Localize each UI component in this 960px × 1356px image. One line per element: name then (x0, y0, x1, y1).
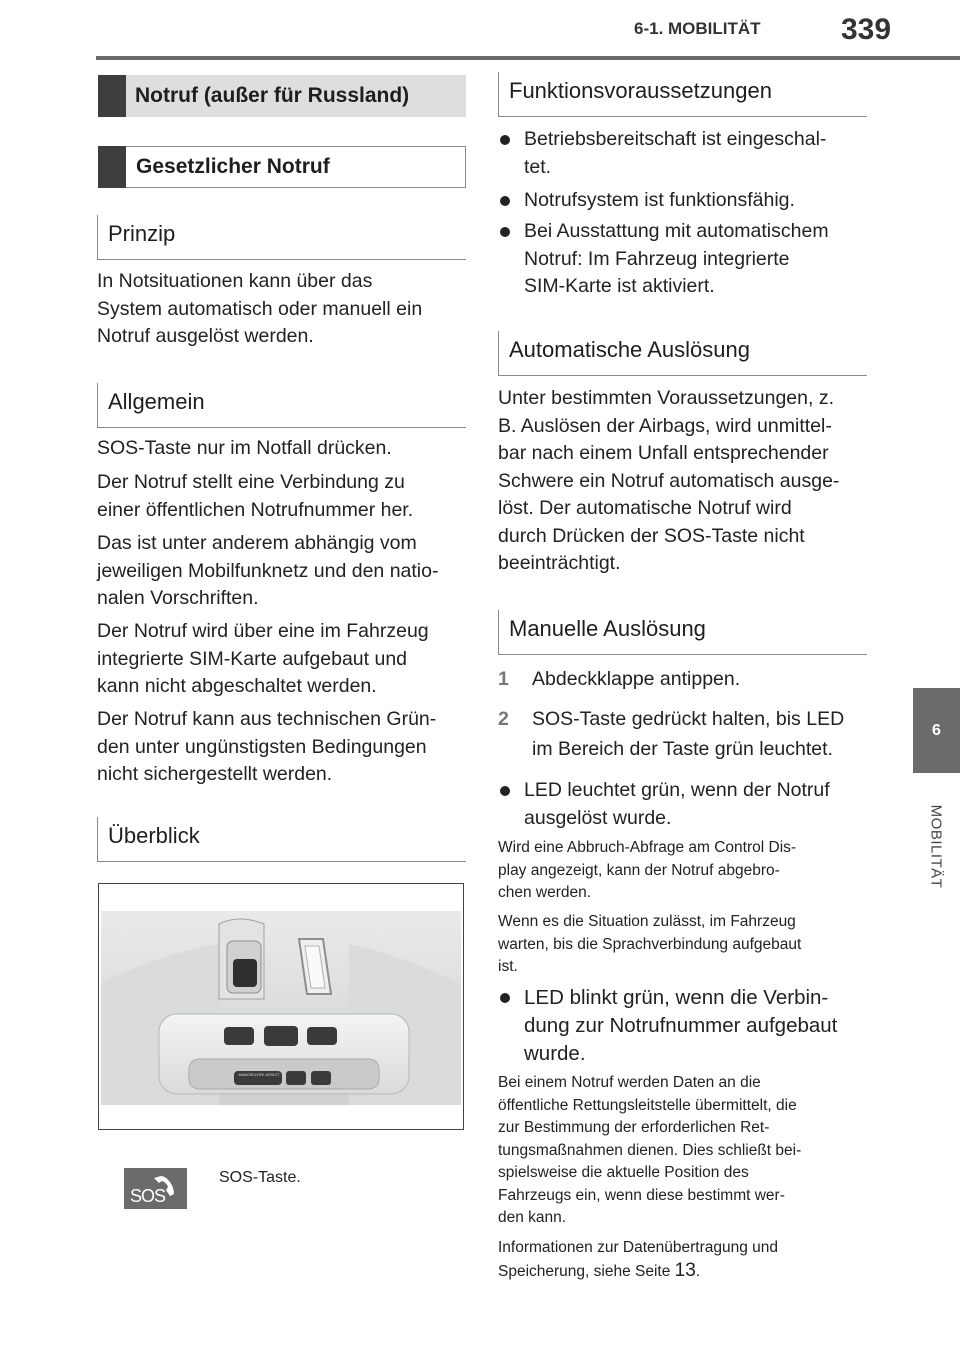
text-line: Informationen zur Datenübertragung und (498, 1239, 779, 1256)
paragraph-allgemein-4 (97, 618, 467, 701)
overhead-console-figure (98, 883, 464, 1130)
text-line: SOS-Taste nur im Notfall drücken. (97, 437, 392, 459)
text-line: dung zur Notrufnummer aufgebaut (524, 1014, 838, 1037)
note-datenuebertragung (498, 1237, 868, 1283)
sos-label: SOS (130, 1186, 166, 1206)
overhead-console-illustration (99, 884, 463, 1129)
heading-text: Automatische Auslösung (509, 337, 750, 362)
heading-manuelle-ausloesung (498, 610, 867, 655)
paragraph-prinzip (97, 268, 467, 351)
bullet-item (497, 187, 867, 215)
text-line: einer öffentlichen Notrufnummer her. (97, 498, 414, 521)
section-heading-text: Notruf (außer für Russland) (135, 84, 410, 107)
text-line: Betriebsbereitschaft ist eingeschal- (524, 128, 827, 150)
heading-text: Prinzip (108, 221, 176, 246)
text-line: ausgelöst wurde. (524, 806, 672, 829)
heading-text: Manuelle Auslösung (509, 616, 706, 641)
sos-button-icon (124, 1168, 187, 1209)
heading-allgemein (97, 383, 466, 428)
sos-caption: SOS-Taste. (219, 1169, 301, 1186)
chapter-tab[interactable] (913, 688, 960, 773)
heading-text: Überblick (108, 823, 200, 848)
text-line: Unter bestimmten Voraussetzungen, z. (498, 387, 835, 409)
paragraph-automatisch (498, 385, 868, 578)
bullet-item (497, 126, 867, 181)
heading-text: Funktionsvoraussetzungen (509, 78, 772, 103)
bullet-item (497, 984, 867, 1068)
text-line: jeweiligen Mobilfunknetz und den natio- (97, 559, 439, 582)
text-line: nalen Vorschriften. (97, 587, 259, 609)
subsection-heading-gesetzlich (98, 146, 466, 188)
text-fragment: . (695, 1262, 701, 1280)
text-line: Der Notruf wird über eine im Fahrzeug (97, 620, 429, 642)
text-line: Bei einem Notruf werden Daten an die (498, 1074, 761, 1091)
heading-funktionsvoraussetzungen (498, 72, 867, 117)
text-line: B. Auslösen der Airbags, wird unmittel- (498, 414, 832, 437)
text-line: den unter ungünstigsten Bedingungen (97, 735, 427, 758)
step-number: 1 (498, 668, 509, 690)
step-number: 2 (498, 708, 509, 730)
chapter-tab-number: 6 (932, 721, 941, 739)
step-item (498, 664, 868, 694)
text-line: System automatisch oder manuell ein (97, 297, 423, 320)
paragraph-allgemein-1 (97, 435, 467, 463)
text-line: löst. Der automatische Notruf wird (498, 497, 792, 519)
note-daten (498, 1072, 868, 1230)
text-line: Abdeckklappe antippen. (532, 668, 741, 690)
text-line: SOS-Taste gedrückt halten, bis LED (532, 708, 845, 730)
chapter-title: 6-1. MOBILITÄT (634, 19, 761, 38)
text-line: Wenn es die Situation zulässt, im Fahrzeug (498, 913, 796, 930)
page-reference-link[interactable]: 13 (674, 1259, 696, 1281)
step-item (498, 704, 868, 764)
text-line: LED leuchtet grün, wenn der Notruf (524, 779, 830, 801)
paragraph-allgemein-2 (97, 469, 467, 524)
text-line: integrierte SIM-Karte aufgebaut und (97, 647, 408, 670)
heading-ueberblick (97, 817, 466, 862)
bullet-item (497, 218, 867, 301)
text-line: beeinträchtigt. (498, 552, 621, 574)
text-line: tungsmaßnahmen dienen. Dies schließt bei- (498, 1141, 802, 1159)
text-line: nicht sichergestellt werden. (97, 763, 333, 785)
text-line: Bei Ausstattung mit automatischem (524, 220, 829, 242)
section-heading-notruf (98, 75, 466, 117)
header-divider (96, 56, 960, 60)
text-line: Fahrzeugs ein, wenn diese bestimmt wer- (498, 1186, 785, 1204)
text-line: kann nicht abgeschaltet werden. (97, 675, 377, 697)
heading-prinzip (97, 215, 466, 260)
text-line: wurde. (524, 1042, 586, 1065)
heading-automatische-ausloesung (498, 331, 867, 376)
text-line: Notrufsystem ist funktionsfähig. (524, 189, 795, 211)
paragraph-allgemein-5 (97, 706, 467, 789)
text-line: Der Notruf kann aus technischen Grün- (97, 708, 437, 730)
text-line: spielsweise die aktuelle Position des (498, 1164, 749, 1181)
text-line: Schwere ein Notruf automatisch ausge- (498, 469, 840, 492)
text-line: im Bereich der Taste grün leuchtet. (532, 738, 833, 760)
text-line: tet. (524, 155, 552, 178)
text-line: In Notsituationen kann über das (97, 270, 373, 292)
text-line: zur Bestimmung der erforderlichen Ret- (498, 1119, 770, 1136)
heading-text: Allgemein (108, 389, 205, 414)
note-warten (498, 911, 868, 979)
text-line: den kann. (498, 1209, 567, 1226)
heading-bar (98, 75, 126, 117)
text-line: LED blinkt grün, wenn die Verbin- (524, 986, 829, 1009)
text-line: Der Notruf stellt eine Verbindung zu (97, 471, 405, 493)
text-fragment: Speicherung, siehe Seite (498, 1262, 671, 1280)
text-line (498, 1260, 868, 1284)
page-number: 339 (841, 13, 892, 46)
manoeuvre-assist-label: MANOEUVRE ASSIST (238, 1072, 280, 1077)
text-line: warten, bis die Sprachverbindung aufgebaut (498, 935, 802, 953)
subsection-heading-text: Gesetzlicher Notruf (136, 155, 330, 178)
text-line: öffentliche Rettungsleitstelle übermittelt, die (498, 1096, 797, 1114)
text-line: Wird eine Abbruch-Abfrage am Control Dis- (498, 839, 797, 856)
text-line: Notruf: Im Fahrzeug integrierte (524, 247, 790, 270)
note-abbruch (498, 837, 868, 905)
bullet-item (497, 777, 867, 832)
paragraph-allgemein-3 (97, 530, 467, 613)
text-line: ist. (498, 958, 518, 975)
heading-bar (98, 146, 126, 188)
text-line: bar nach einem Unfall entsprechender (498, 442, 829, 464)
text-line: SIM-Karte ist aktiviert. (524, 275, 715, 297)
text-line: Das ist unter anderem abhängig vom (97, 532, 417, 554)
text-line: durch Drücken der SOS-Taste nicht (498, 524, 805, 547)
text-line: chen werden. (498, 884, 592, 901)
text-line: Notruf ausgelöst werden. (97, 325, 314, 347)
chapter-tab-label: MOBILITÄT (927, 804, 945, 889)
text-line: play angezeigt, kann der Notruf abgebro- (498, 861, 780, 879)
